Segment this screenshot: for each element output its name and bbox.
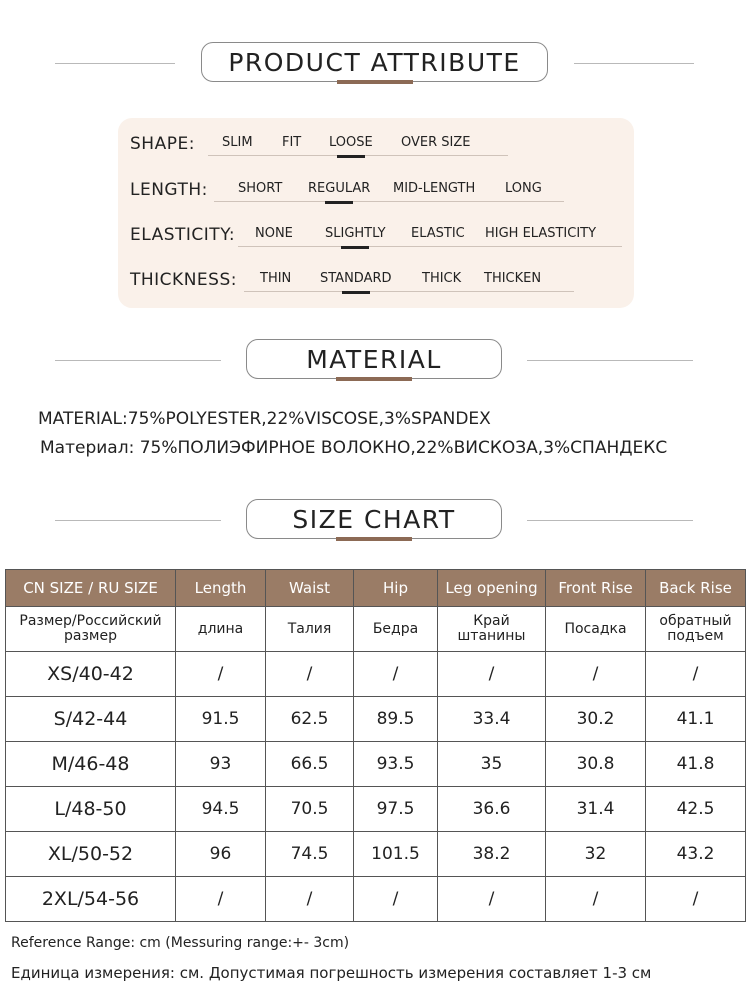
value-cell: 30.2 — [546, 697, 646, 742]
material-title: MATERIAL — [306, 344, 442, 374]
attr-option: THICKEN — [484, 271, 542, 286]
attr-label: THICKNESS: — [130, 270, 237, 290]
attribute-panel — [118, 118, 634, 308]
product-attribute-header — [0, 42, 750, 86]
value-cell: 93.5 — [354, 742, 438, 787]
attr-underline — [238, 246, 622, 247]
value-cell: 31.4 — [546, 787, 646, 832]
column-header: Length — [176, 570, 266, 607]
material-ru-value: 75%ПОЛИЭФИРНОЕ ВОЛОКНО,22%ВИСКОЗА,3%СПАНДЕКС — [139, 438, 668, 458]
attr-option: HIGH ELASTICITY — [485, 226, 597, 241]
value-cell: 33.4 — [438, 697, 546, 742]
column-header: Hip — [354, 570, 438, 607]
attr-option: SLIM — [222, 135, 253, 150]
size-cell: XS/40-42 — [6, 652, 176, 697]
attr-row-elasticity — [130, 217, 626, 247]
attr-label: SHAPE: — [130, 134, 195, 154]
ru-header-cell: Размер/Российский размер — [6, 607, 176, 652]
value-cell: 62.5 — [266, 697, 354, 742]
material-en — [38, 409, 491, 429]
value-cell: 41.8 — [646, 742, 746, 787]
value-cell: / — [266, 877, 354, 922]
size-chart-header — [0, 499, 750, 543]
value-cell: 91.5 — [176, 697, 266, 742]
attr-row-length — [130, 172, 570, 202]
column-header: Back Rise — [646, 570, 746, 607]
divider-line — [55, 520, 221, 521]
value-cell: 94.5 — [176, 787, 266, 832]
title-accent-bar — [336, 377, 412, 381]
attr-label: ELASTICITY: — [130, 225, 236, 245]
value-cell: 101.5 — [354, 832, 438, 877]
value-cell: 70.5 — [266, 787, 354, 832]
value-cell: 43.2 — [646, 832, 746, 877]
attr-option: MID-LENGTH — [393, 181, 476, 196]
size-cell: 2XL/54-56 — [6, 877, 176, 922]
divider-line — [574, 63, 694, 64]
product-attribute-title: PRODUCT ATTRIBUTE — [228, 47, 521, 77]
reference-note-en: Reference Range: cm (Messuring range:+- 3cm) — [11, 935, 350, 951]
attr-option-selected: LOOSE — [329, 135, 373, 150]
attr-option: THIN — [260, 271, 292, 286]
value-cell: / — [546, 652, 646, 697]
value-cell: / — [438, 652, 546, 697]
attr-option: OVER SIZE — [401, 135, 471, 150]
attr-option: NONE — [255, 226, 293, 241]
material-header — [0, 339, 750, 383]
material-en-label: MATERIAL: — [38, 409, 128, 429]
reference-note-ru: Единица измерения: см. Допустимая погрешность измерения составляет 1-3 см — [11, 964, 652, 982]
size-cell: L/48-50 — [6, 787, 176, 832]
table-row — [6, 697, 746, 742]
attr-option-selected: REGULAR — [308, 181, 371, 196]
table-row — [6, 877, 746, 922]
value-cell: 93 — [176, 742, 266, 787]
size-chart-table — [5, 569, 746, 922]
attr-option: SHORT — [238, 181, 283, 196]
ru-header-cell: Бедра — [354, 607, 438, 652]
value-cell: 89.5 — [354, 697, 438, 742]
value-cell: / — [354, 877, 438, 922]
attr-row-shape — [130, 126, 510, 156]
column-header: Leg opening — [438, 570, 546, 607]
value-cell: / — [354, 652, 438, 697]
value-cell: 74.5 — [266, 832, 354, 877]
divider-line — [527, 360, 693, 361]
value-cell: / — [266, 652, 354, 697]
value-cell: 35 — [438, 742, 546, 787]
value-cell: 42.5 — [646, 787, 746, 832]
ru-header-cell: Край штанины — [438, 607, 546, 652]
section-title — [246, 339, 502, 379]
title-accent-bar — [337, 80, 413, 84]
title-accent-bar — [336, 537, 412, 541]
attr-option: THICK — [422, 271, 462, 286]
value-cell: 96 — [176, 832, 266, 877]
size-cell: S/42-44 — [6, 697, 176, 742]
table-row — [6, 652, 746, 697]
value-cell: / — [176, 877, 266, 922]
attr-option-selected: STANDARD — [320, 271, 392, 286]
value-cell: 32 — [546, 832, 646, 877]
value-cell: / — [438, 877, 546, 922]
value-cell: 66.5 — [266, 742, 354, 787]
table-row — [6, 742, 746, 787]
column-header: Waist — [266, 570, 354, 607]
material-ru — [40, 438, 667, 458]
value-cell: 30.8 — [546, 742, 646, 787]
table-header-row — [6, 570, 746, 607]
column-header: CN SIZE / RU SIZE — [6, 570, 176, 607]
value-cell: 97.5 — [354, 787, 438, 832]
divider-line — [55, 63, 175, 64]
attr-underline — [244, 291, 574, 292]
size-cell: M/46-48 — [6, 742, 176, 787]
section-title — [201, 42, 548, 82]
attr-row-thickness — [130, 262, 580, 292]
material-ru-label: Материал: — [40, 438, 135, 458]
value-cell: 38.2 — [438, 832, 546, 877]
attr-option: FIT — [282, 135, 302, 150]
attr-option: LONG — [505, 181, 542, 196]
section-title — [246, 499, 502, 539]
attr-underline — [214, 201, 564, 202]
attr-label: LENGTH: — [130, 180, 208, 200]
ru-header-cell: обратный подъем — [646, 607, 746, 652]
table-ru-header-row — [6, 607, 746, 652]
value-cell: / — [646, 877, 746, 922]
attr-option: ELASTIC — [411, 226, 465, 241]
value-cell: / — [176, 652, 266, 697]
size-cell: XL/50-52 — [6, 832, 176, 877]
table-row — [6, 832, 746, 877]
ru-header-cell: Посадка — [546, 607, 646, 652]
divider-line — [527, 520, 693, 521]
attr-option-selected: SLIGHTLY — [325, 226, 386, 241]
column-header: Front Rise — [546, 570, 646, 607]
size-chart-title: SIZE CHART — [292, 504, 456, 534]
value-cell: 41.1 — [646, 697, 746, 742]
ru-header-cell: Талия — [266, 607, 354, 652]
ru-header-cell: длина — [176, 607, 266, 652]
table-row — [6, 787, 746, 832]
divider-line — [55, 360, 221, 361]
material-en-value: 75%POLYESTER,22%VISCOSE,3%SPANDEX — [127, 409, 491, 429]
value-cell: 36.6 — [438, 787, 546, 832]
value-cell: / — [646, 652, 746, 697]
value-cell: / — [546, 877, 646, 922]
